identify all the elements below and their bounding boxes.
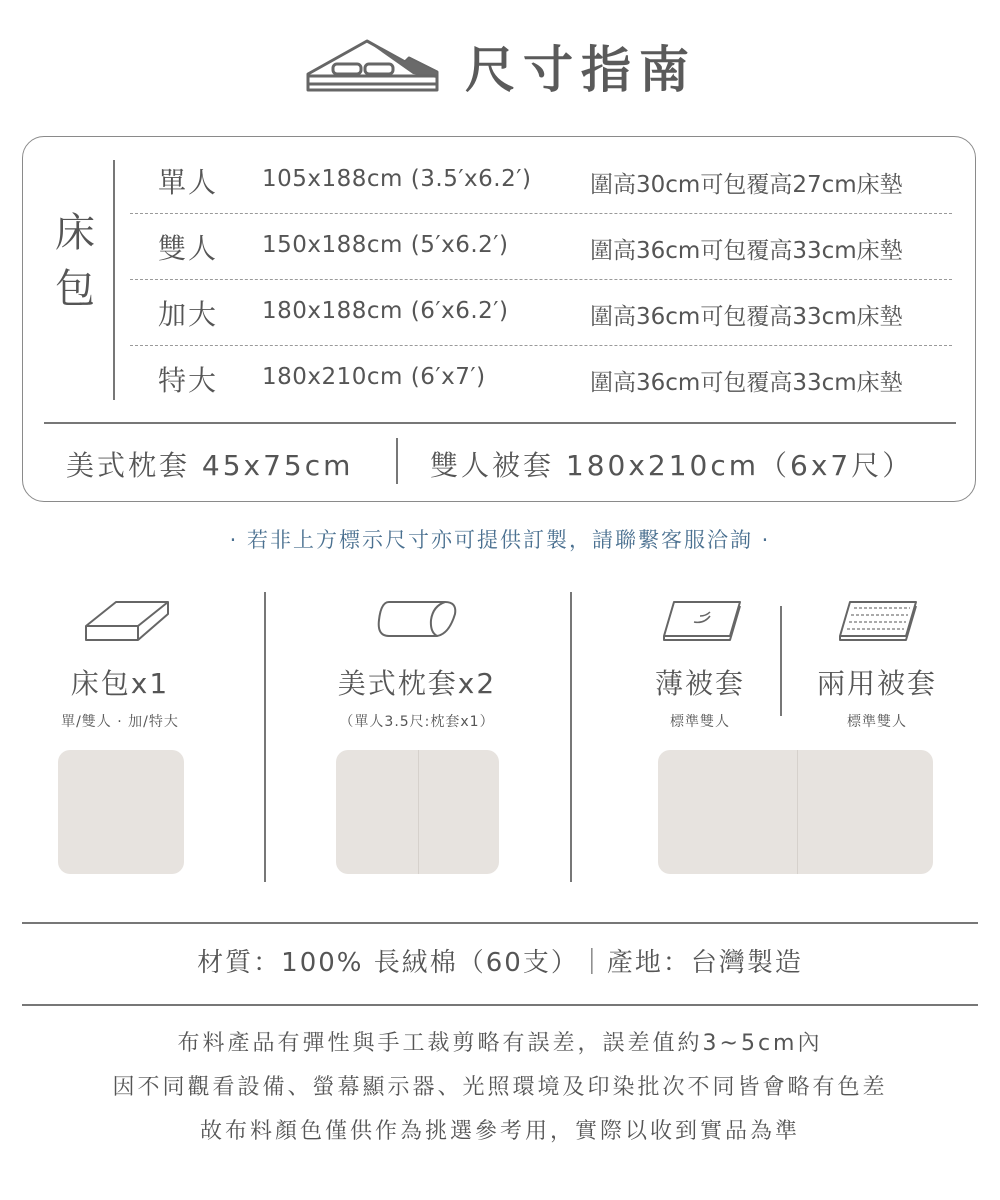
size-name: 單人 xyxy=(158,166,219,199)
divider xyxy=(22,1004,978,1006)
product-sub: 單/雙人 · 加/特大 xyxy=(61,714,179,730)
size-row-double xyxy=(130,214,952,280)
product-name: 兩用被套 xyxy=(816,667,937,700)
duvet-size: 雙人被套 180x210cm（6x7尺） xyxy=(430,449,914,482)
divider xyxy=(264,592,266,882)
bed-sheet-label: 床包 xyxy=(55,210,95,312)
pillow-icon xyxy=(375,598,459,640)
size-row-king xyxy=(130,346,952,412)
mattress-icon xyxy=(82,598,172,644)
size-dims: 180x188cm (6′x6.2′) xyxy=(262,298,509,324)
size-desc: 圍高30cm可包覆高27cm床墊 xyxy=(590,172,903,198)
size-row-queen xyxy=(130,280,952,346)
divider xyxy=(113,160,115,400)
product-sub: 標準雙人 xyxy=(847,714,907,730)
size-row-single xyxy=(130,148,952,214)
product-name: 美式枕套x2 xyxy=(337,667,497,700)
color-swatch xyxy=(336,750,499,874)
size-desc: 圍高36cm可包覆高33cm床墊 xyxy=(590,238,903,264)
material-info: 材質：100% 長絨棉（60支）｜產地：台灣製造 xyxy=(197,948,803,978)
divider xyxy=(396,438,398,484)
divider xyxy=(44,422,956,424)
size-dims: 150x188cm (5′x6.2′) xyxy=(262,232,509,258)
product-sub: 標準雙人 xyxy=(670,714,730,730)
quilted-duvet-icon xyxy=(836,598,920,644)
bed-house-icon xyxy=(305,38,440,94)
product-name: 薄被套 xyxy=(654,667,745,700)
divider xyxy=(570,592,572,882)
product-name: 床包x1 xyxy=(70,667,170,700)
disclaimer-line: 故布料顏色僅供作為挑選參考用，實際以收到實品為準 xyxy=(199,1119,800,1144)
size-dims: 105x188cm (3.5′x6.2′) xyxy=(262,166,532,192)
size-name: 雙人 xyxy=(158,232,219,265)
color-swatch xyxy=(58,750,184,874)
divider xyxy=(22,922,978,924)
size-name: 加大 xyxy=(158,298,219,331)
size-desc: 圍高36cm可包覆高33cm床墊 xyxy=(590,370,903,396)
page-title: 尺寸指南 xyxy=(465,41,697,99)
color-swatch xyxy=(658,750,933,874)
custom-order-note: · 若非上方標示尺寸亦可提供訂製，請聯繫客服洽詢 · xyxy=(229,528,771,552)
size-desc: 圍高36cm可包覆高33cm床墊 xyxy=(590,304,903,330)
pillowcase-size: 美式枕套 45x75cm xyxy=(66,449,354,482)
product-sub: （單人3.5尺:枕套x1） xyxy=(339,714,495,730)
size-dims: 180x210cm (6′x7′) xyxy=(262,364,486,390)
disclaimer-line: 因不同觀看設備、螢幕顯示器、光照環境及印染批次不同皆會略有色差 xyxy=(112,1075,888,1100)
thin-duvet-icon xyxy=(660,598,744,644)
disclaimer-line: 布料產品有彈性與手工裁剪略有誤差，誤差值約3~5cm內 xyxy=(177,1031,823,1056)
size-name: 特大 xyxy=(158,364,219,397)
